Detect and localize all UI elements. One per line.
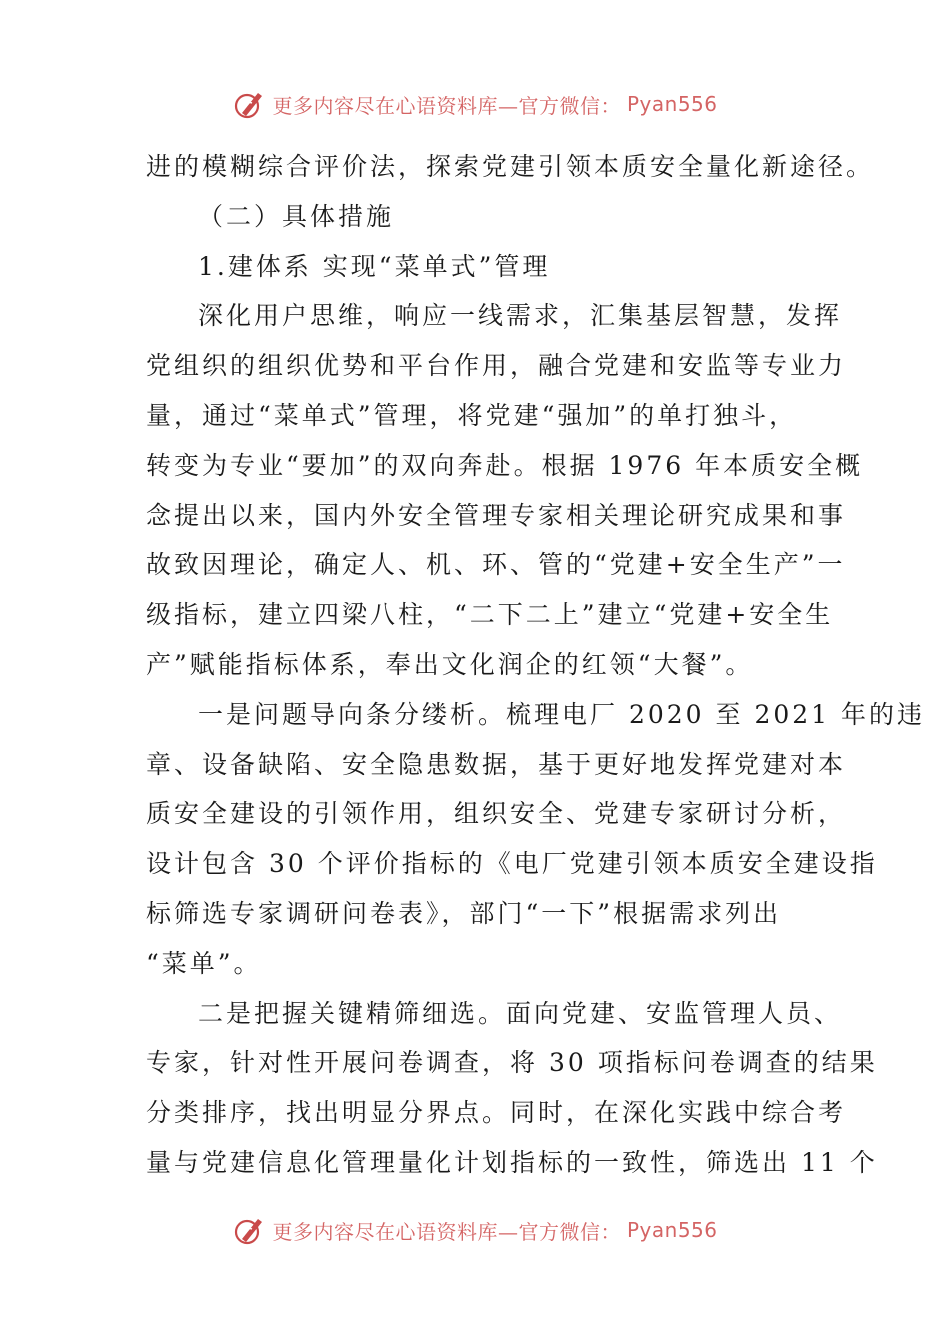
pen-nib-circle-icon [232,87,266,121]
text-line: 念提出以来，国内外安全管理专家相关理论研究成果和事 [146,500,847,530]
watermark-text: 更多内容尽在心语资料库—官方微信： [272,1219,621,1244]
watermark-text: 更多内容尽在心语资料库—官方微信： [272,93,621,118]
text-line: 级指标，建立四梁八柱，“二下二上”建立“党建+安全生 [146,600,834,630]
text-line: 一是问题导向条分缕析。梳理电厂 2020 至 2021 年的违 [198,699,926,729]
text-line: 分类排序，找出明显分界点。同时，在深化实践中综合考 [146,1098,847,1128]
pen-nib-circle-icon [232,1213,266,1247]
text-line: 质安全建设的引领作用，组织安全、党建专家研讨分析， [146,799,847,829]
section-heading: （二）具体措施 [198,201,395,231]
text-line: 二是把握关键精筛细选。面向党建、安监管理人员、 [198,998,843,1028]
text-line: “菜单”。 [146,948,262,978]
text-line: 故致因理论，确定人、机、环、管的“党建+安全生产”一 [146,550,846,580]
watermark-handle: Pyan556 [626,92,718,116]
text-line: 转变为专业“要加”的双向奔赴。根据 1976 年本质安全概 [146,450,864,480]
text-line: 深化用户思维，响应一线需求，汇集基层智慧，发挥 [198,301,843,331]
text-line: 设计包含 30 个评价指标的《电厂党建引领本质安全建设指 [146,849,878,879]
text-line: 量与党建信息化管理量化计划指标的一致性，筛选出 11 个 [146,1147,878,1177]
header-watermark [0,84,950,124]
text-line: 标筛选专家调研问卷表》，部门“一下”根据需求列出 [146,898,782,928]
text-line: 章、设备缺陷、安全隐患数据，基于更好地发挥党建对本 [146,749,847,779]
footer-watermark [0,1210,950,1250]
text-line: 量，通过“菜单式”管理，将党建“强加”的单打独斗， [146,400,798,430]
watermark-handle: Pyan556 [626,1218,718,1242]
text-line: 党组织的组织优势和平台作用，融合党建和安监等专业力 [146,351,847,381]
text-line: 专家，针对性开展问卷调查，将 30 项指标问卷调查的结果 [146,1048,878,1078]
subsection-heading: 1.建体系 实现“菜单式”管理 [198,251,551,281]
document-body [146,142,926,1188]
text-line: 产”赋能指标体系，奉出文化润企的红领“大餐”。 [146,649,754,679]
text-line: 进的模糊综合评价法，探索党建引领本质安全量化新途径。 [146,152,875,181]
